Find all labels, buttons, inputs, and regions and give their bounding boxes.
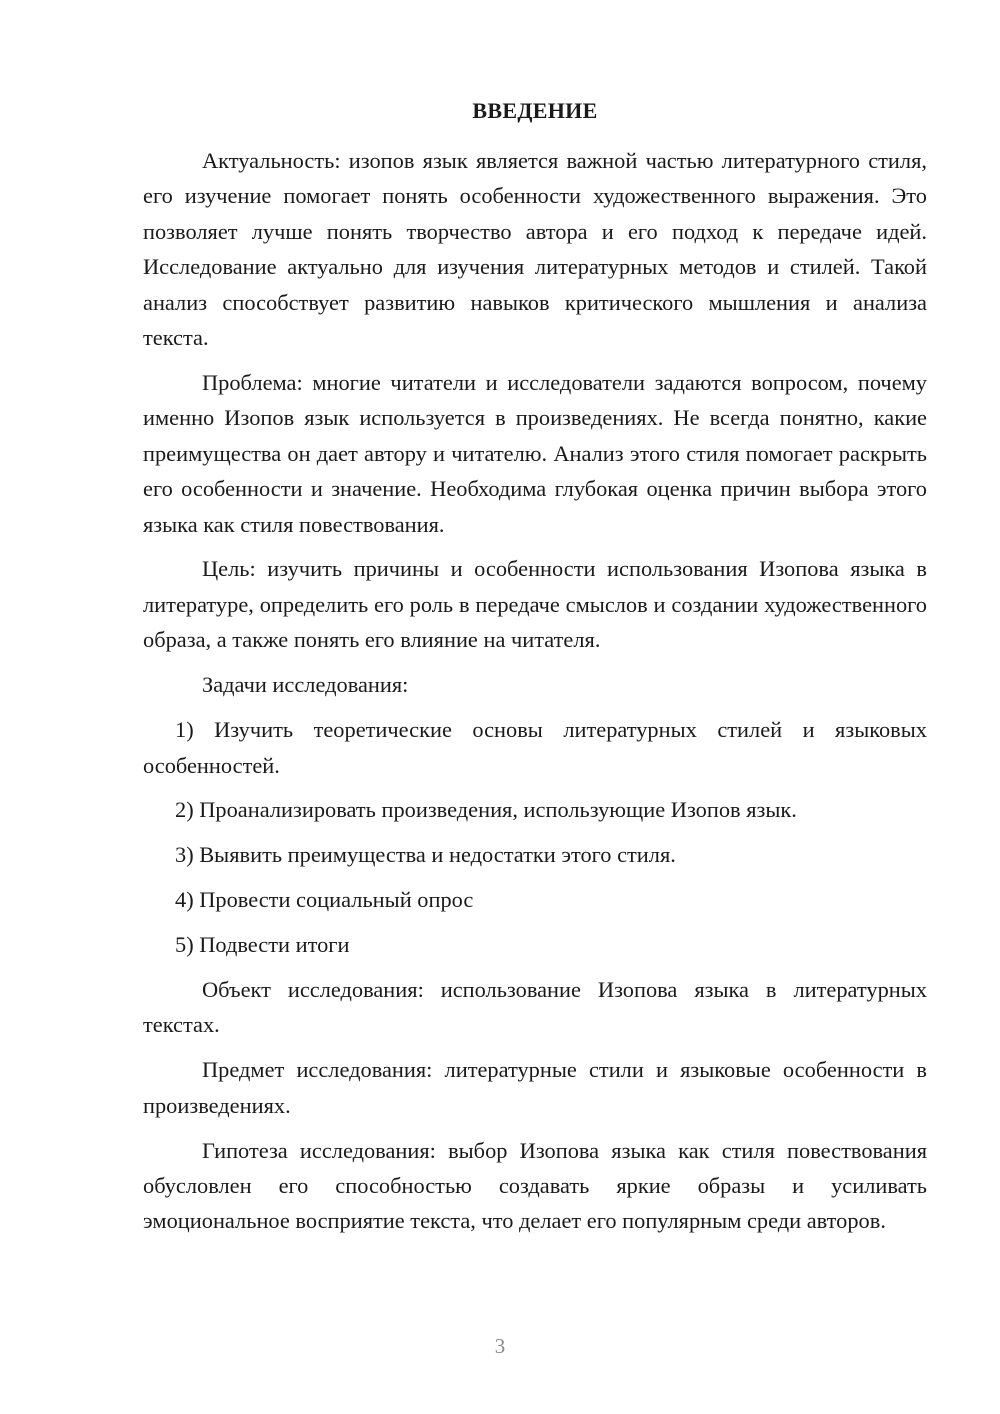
task-item: 1) Изучить теоретические основы литературных стилей и языковых особенностей. [143,717,927,778]
tasks-heading: Задачи исследования: [202,672,409,698]
paragraph-problem: Проблема: многие читатели и исследователи задаются вопросом, почему именно Изопов язык используется в произведениях. Не всегда понятно, какие преимущества он дает автору и читателю. Анализ этого стиля помогает раскрыть его особенности и значение. Необходима глубокая оценка причин выбора этого языка как стиля повествования. [143,369,927,537]
paragraph-object: Объект исследования: использование Изопова языка в литературных текстах. [143,977,927,1038]
task-item: 5) Подвести итоги [175,932,350,958]
section-heading: ВВЕДЕНИЕ [472,98,598,123]
task-item: 4) Провести социальный опрос [175,887,474,913]
paragraph-goal: Цель: изучить причины и особенности использования Изопова языка в литературе, определить его роль в передаче смыслов и создании художественного образа, а также понять его влияние на читателя. [143,556,927,653]
document-body [143,143,927,1248]
paragraph-hypothesis: Гипотеза исследования: выбор Изопова языка как стиля повествования обусловлен его способностью создавать яркие образы и усиливать эмоциональное восприятие текста, что делает его популярным среди авторов. [143,1137,927,1234]
paragraph-relevance: Актуальность: изопов язык является важной частью литературного стиля, его изучение помогает понять особенности художественного выражения. Это позволяет лучше понять творчество автора и его подход к передаче идей. Исследование актуально для изучения литературных методов и стилей. Такой анализ способствует развитию навыков критического мышления и анализа текста. [143,148,927,351]
paragraph-subject: Предмет исследования: литературные стили и языковые особенности в произведениях. [143,1057,927,1118]
task-item: 3) Выявить преимущества и недостатки этого стиля. [175,842,676,868]
task-item: 2) Проанализировать произведения, использующие Изопов язык. [175,797,797,823]
page-number: 3 [494,1334,506,1358]
